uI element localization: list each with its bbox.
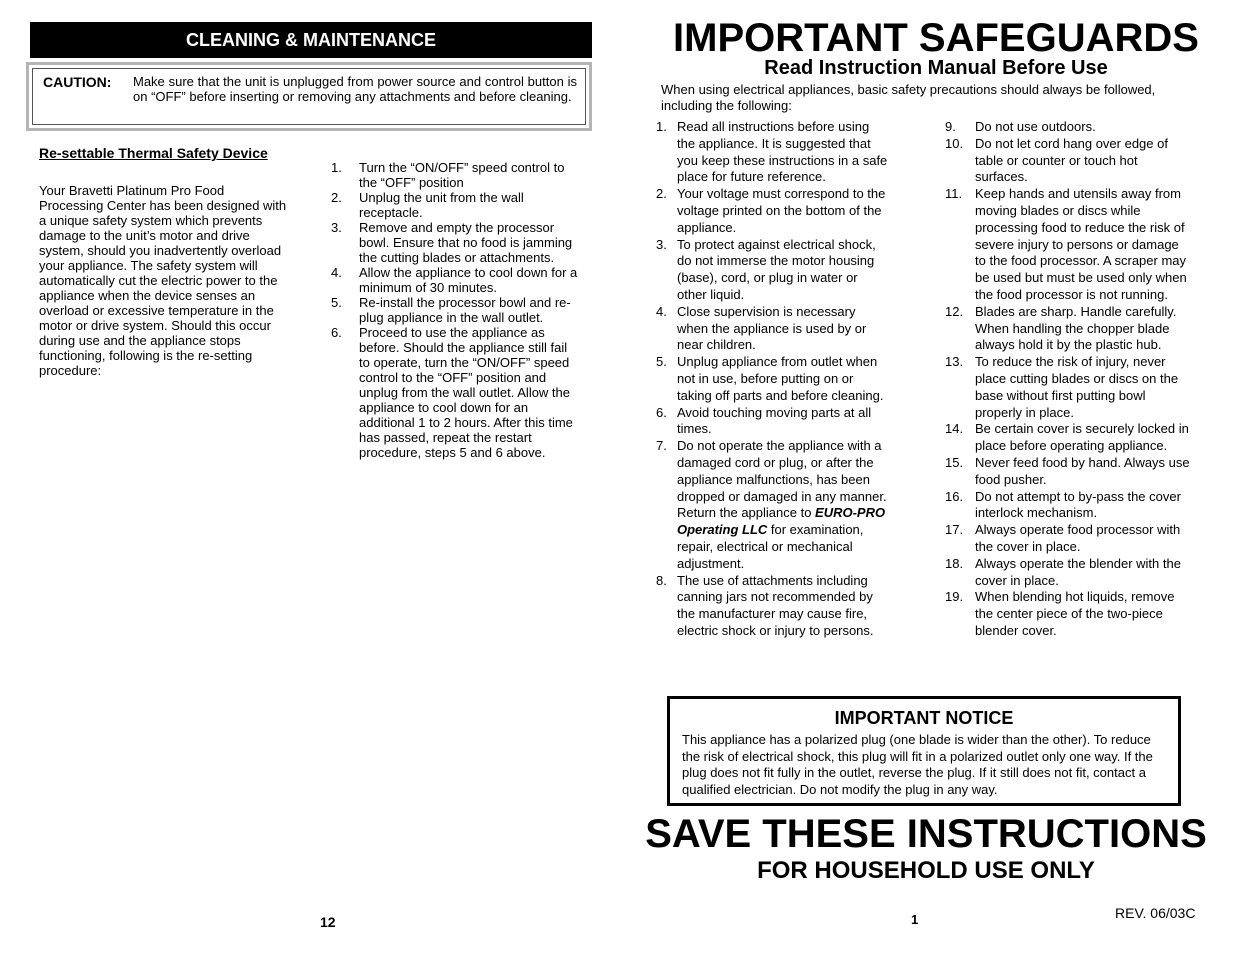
list-item	[331, 265, 581, 295]
step-text: Proceed to use the appliance as before. Should the appliance still fail to operate, turn the “ON/OFF” speed control to the “OFF” position and unplug from the wall outlet. Allow the appliance to cool down for an additional 1 to 2 hours. After this time has passed, repeat the restart procedure, steps 5 and 6 above.	[359, 325, 573, 460]
item-number: 4.	[656, 303, 667, 319]
caution-text: Make sure that the unit is unplugged from power source and control button is on “OFF” before inserting or removing any attachments and before cleaning.	[133, 74, 577, 104]
list-item	[331, 220, 581, 265]
step-text: Remove and empty the processor bowl. Ensure that no food is jamming the cutting blades or attachments.	[359, 220, 573, 265]
list-item	[945, 186, 1193, 304]
list-item	[331, 295, 581, 325]
item-number: 15.	[945, 454, 964, 470]
list-item	[945, 119, 1193, 136]
item-number: 11.	[945, 186, 963, 202]
item-text: Blades are sharp. Handle carefully. When handling the chopper blade always hold it by the plastic hub.	[975, 303, 1177, 353]
item-number: 12.	[945, 303, 964, 319]
save-instructions-title: SAVE THESE INSTRUCTIONS	[645, 812, 1207, 856]
item-number: 16.	[945, 488, 964, 504]
step-text: Unplug the unit from the wall receptacle.	[359, 190, 524, 220]
list-item	[945, 136, 1193, 186]
step-number: 4.	[331, 265, 342, 280]
list-item	[945, 589, 1193, 639]
list-item	[331, 160, 581, 190]
item-text-after: for examination, repair, electrical or mechanical adjustment.	[677, 522, 864, 571]
read-manual-subtitle: Read Instruction Manual Before Use	[764, 57, 1108, 79]
list-item	[656, 304, 890, 354]
item-number: 14.	[945, 421, 964, 437]
step-text: Turn the “ON/OFF” speed control to the “OFF” position	[359, 160, 565, 190]
list-item	[656, 354, 890, 404]
caution-box	[26, 62, 592, 131]
list-item	[656, 119, 890, 186]
list-item	[945, 556, 1193, 590]
step-number: 1.	[331, 160, 342, 175]
item-text: Your voltage must correspond to the voltage printed on the bottom of the appliance.	[677, 186, 886, 235]
page-number-right: 1	[911, 912, 919, 927]
item-number: 1.	[656, 119, 667, 134]
company-name: EURO-PRO Operating LLC	[677, 505, 886, 538]
list-item	[945, 455, 1193, 489]
list-item	[656, 405, 890, 439]
thermal-safety-body: Your Bravetti Platinum Pro Food Processing Center has been designed with a unique safety system which prevents damage to the unit’s motor and drive system, should you inadvertently overload your appliance. The safety system will automatically cut the electric power to the appliance when the device senses an overload or excessive temperature in the motor or drive system. Should this occur during use and the appliance stops functioning, following is the re-setting procedure:	[39, 183, 287, 378]
list-item	[656, 573, 890, 640]
list-item	[331, 325, 581, 460]
step-number: 6.	[331, 325, 342, 340]
item-number: 13.	[945, 354, 964, 370]
step-number: 2.	[331, 190, 342, 205]
item-number: 17.	[945, 522, 964, 538]
item-number: 8.	[656, 572, 667, 588]
item-text: To protect against electrical shock, do not immerse the motor housing (base), cord, or plug in water or other liquid.	[677, 236, 876, 302]
list-item	[656, 186, 890, 236]
item-text: When blending hot liquids, remove the center piece of the two-piece blender cover.	[975, 589, 1175, 638]
item-text: Always operate the blender with the cover in place.	[975, 555, 1181, 588]
caution-label: CAUTION:	[43, 74, 112, 90]
list-item	[945, 421, 1193, 455]
item-number: 6.	[656, 404, 667, 420]
item-number: 9.	[945, 119, 956, 134]
step-text: Allow the appliance to cool down for a minimum of 30 minutes.	[359, 265, 578, 295]
list-item	[945, 489, 1193, 523]
item-text: Do not attempt to by-pass the cover interlock mechanism.	[975, 488, 1181, 521]
item-text: Do not use outdoors.	[975, 119, 1096, 134]
item-number: 5.	[656, 354, 667, 370]
item-text: Close supervision is necessary when the appliance is used by or near children.	[677, 303, 867, 353]
important-notice-text: This appliance has a polarized plug (one blade is wider than the other). To reduce the risk of electrical shock, this plug will fit in a polarized outlet only one way. If the plug does not fit fully in the outlet, reverse the plug. If it still does not fit, contact a qualified electrician. Do not modify the plug in any way.	[682, 732, 1153, 797]
important-notice-title: IMPORTANT NOTICE	[834, 708, 1014, 728]
household-use-only: FOR HOUSEHOLD USE ONLY	[757, 857, 1095, 884]
item-text: Keep hands and utensils away from moving blades or discs while processing food to reduce the risk of severe injury to persons or damage to the food processor. A scraper may be used but must be used only when the food processor is not running.	[975, 186, 1187, 302]
item-text: Do not let cord hang over edge of table or counter or touch hot surfaces.	[975, 135, 1168, 185]
safeguards-list-column-1	[656, 119, 890, 640]
item-text: Be certain cover is securely locked in place before operating appliance.	[975, 421, 1189, 454]
list-item	[331, 190, 581, 220]
important-safeguards-title: IMPORTANT SAFEGUARDS	[673, 16, 1199, 60]
item-number: 18.	[945, 555, 964, 571]
item-text: Avoid touching moving parts at all times.	[677, 404, 872, 437]
page-number-left: 12	[320, 914, 336, 930]
step-number: 3.	[331, 220, 342, 235]
item-number: 3.	[656, 236, 667, 252]
reset-procedure-list	[331, 160, 581, 460]
item-text-before: Do not operate the appliance with a damaged cord or plug, or after the appliance malfunctions, has been dropped or damaged in any manner. Return the appliance to	[677, 438, 887, 521]
item-text: Unplug appliance from outlet when not in use, before putting on or taking off parts and before cleaning.	[677, 354, 884, 403]
list-item	[945, 522, 1193, 556]
item-text: Never feed food by hand. Always use food pusher.	[975, 454, 1190, 487]
step-number: 5.	[331, 295, 342, 310]
thermal-safety-title: Re-settable Thermal Safety Device	[39, 145, 268, 161]
safeguards-list-column-2	[945, 119, 1193, 640]
list-item	[656, 237, 890, 304]
item-number: 10.	[945, 135, 964, 151]
item-number: 7.	[656, 438, 667, 454]
item-text: Read all instructions before using the appliance. It is suggested that you keep these instructions in a safe place for future reference.	[677, 119, 888, 185]
list-item	[656, 438, 890, 572]
important-notice-box	[667, 696, 1181, 806]
item-text: Always operate food processor with the cover in place.	[975, 522, 1181, 554]
safeguards-intro: When using electrical appliances, basic safety precautions should always be followed, including the following:	[661, 82, 1156, 113]
list-item	[945, 354, 1193, 421]
cleaning-maintenance-header: CLEANING & MAINTENANCE	[30, 22, 592, 58]
item-number: 2.	[656, 186, 667, 202]
list-item	[945, 304, 1193, 354]
item-number: 19.	[945, 589, 964, 605]
step-text: Re-install the processor bowl and re-plug appliance in the wall outlet.	[359, 295, 571, 325]
item-text: To reduce the risk of injury, never place cutting blades or discs on the base without first putting bowl properly in place.	[975, 354, 1179, 420]
item-text: The use of attachments including canning jars not recommended by the manufacturer may cause fire, electric shock or injury to persons.	[677, 572, 874, 638]
revision-code: REV. 06/03C	[1115, 905, 1196, 921]
